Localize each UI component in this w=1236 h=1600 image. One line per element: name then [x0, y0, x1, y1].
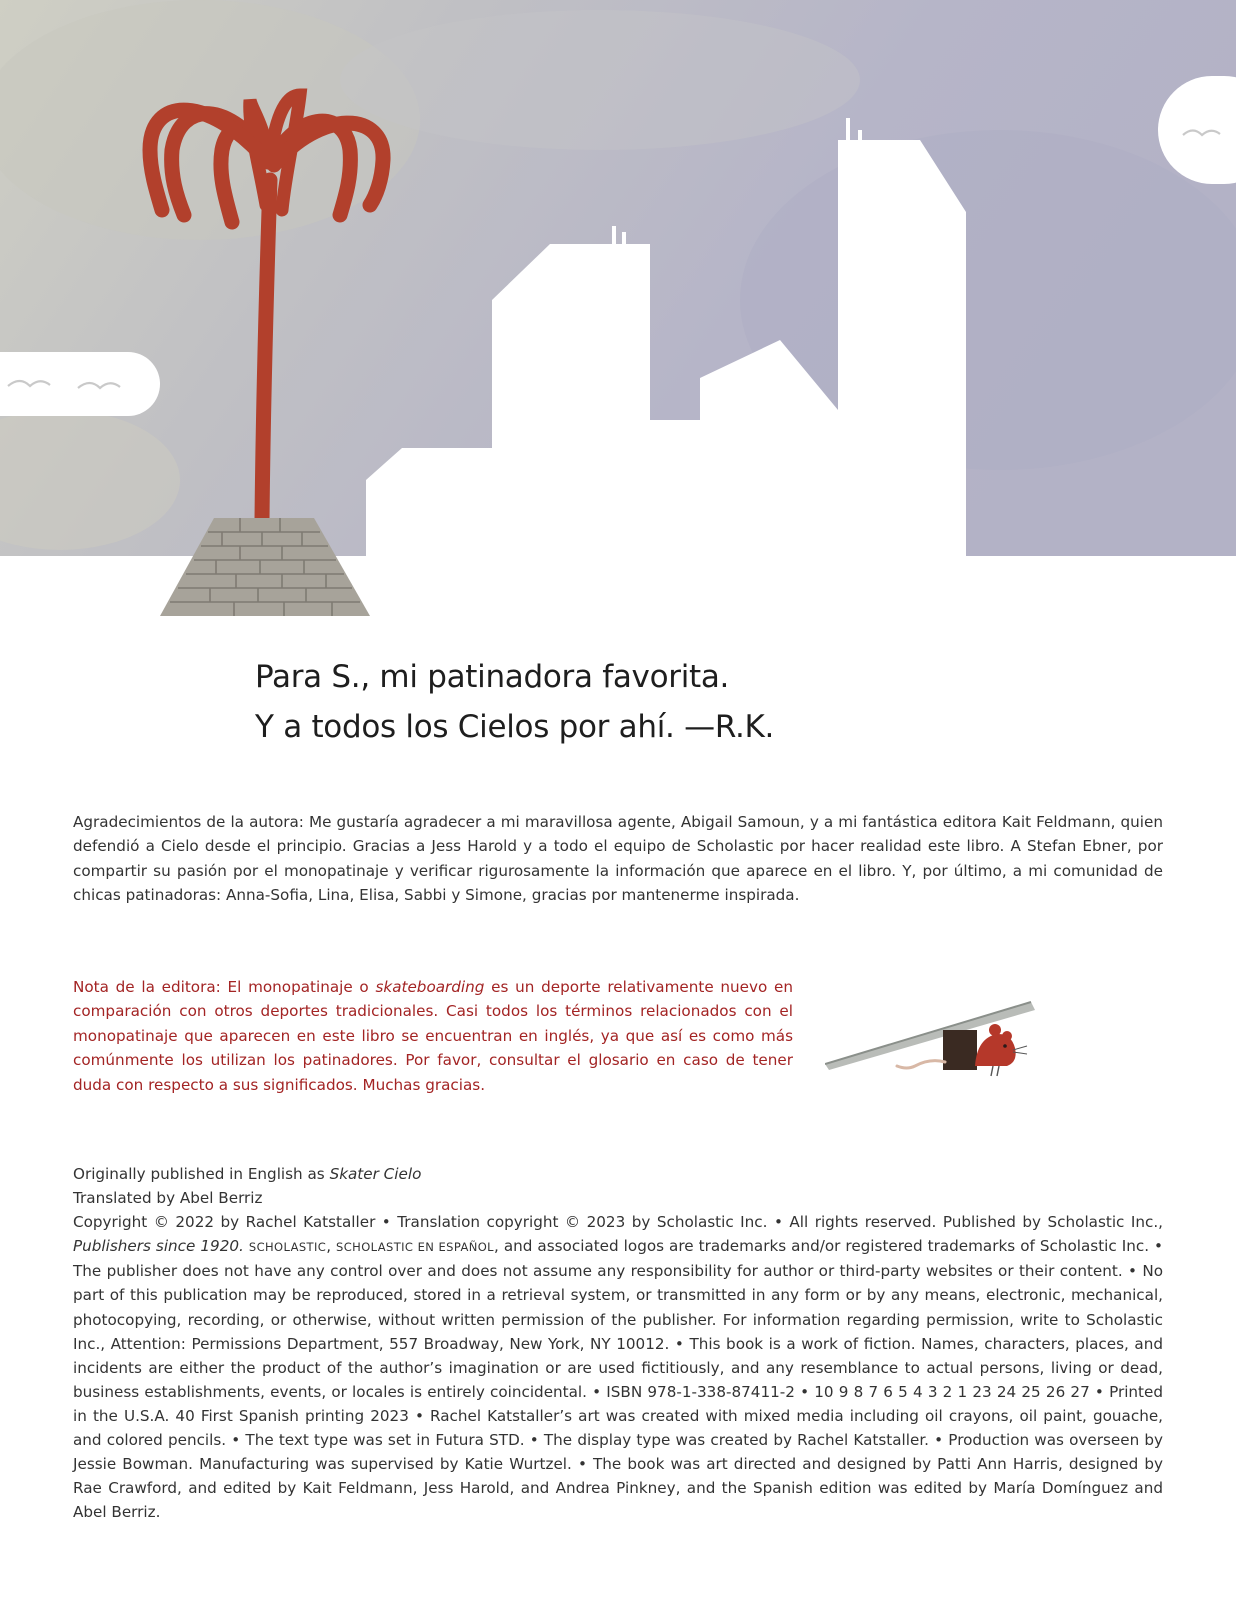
original-publication-prefix: Originally published in English as: [73, 1165, 330, 1183]
editor-note-paragraph: [73, 975, 793, 1097]
editor-note-intro: Nota de la editora: El monopatinaje o: [73, 978, 376, 996]
ramp-mouse-illustration: [825, 990, 1045, 1080]
dedication-line-1: Para S., mi patinadora favorita.: [255, 659, 730, 695]
city-skyline-illustration: [0, 0, 1236, 620]
scholastic-trademark: SCHOLASTIC: [248, 1240, 327, 1255]
editor-note-term: skateboarding: [375, 978, 485, 996]
copyright-block: [73, 1162, 1163, 1524]
mouse-icon: [975, 1024, 1027, 1076]
editor-note-body: es un deporte relativamente nuevo en comparación con otros deportes tradicionales. Casi todos los términos relacionados con el monopatinaje que aparecen en este libro se encuentran en inglés, ya que así es como más comúnmente los utilizan los patinadores. Por favor, consultar el glosario en caso de tener duda con respecto a sus significados. Muchas gracias.: [73, 978, 794, 1094]
scholastic-en-espanol-trademark: SCHOLASTIC EN ESPAÑOL: [336, 1240, 494, 1255]
legal-notice-part-1: Copyright © 2022 by Rachel Katstaller • Translation copyright © 2023 by Scholastic Inc. • All rights reserved. Published by Scholastic Inc.,: [73, 1213, 1163, 1232]
mouse-tail: [897, 1061, 945, 1068]
legal-notice-part-2: , and associated logos are trademarks and/or registered trademarks of Scholastic Inc. • The publisher does not have any control over and does not assume any responsibility for author or third-party websites or their content. • No part of this publication may be reproduced, stored in a retrieval system, or transmitted in any form or by any means, electronic, mechanical, photocopying, recording, or otherwise, without written permission of the publisher. For information regarding permission, write to Scholastic Inc., Attention: Permissions Department, 557 Broadway, New York, NY 10012. • This book is a work of fiction. Names, characters, places, and incidents are either the product of the author’s imagination or are used fictitiously, and any resemblance to actual persons, living or dead, business establishments, events, or locales is entirely coincidental. • ISBN 978-1-338-87411-2 • 10 9 8 7 6 5 4 3 2 1 23 24 25 26 27 • Printed in the U.S.A. 40 First Spanish printing 2023 • Rachel Katstaller’s art was created with mixed media including oil crayons, oil paint, gouache, and colored pencils. • The text type was set in Futura STD. • The display type was created by Rachel Katstaller. • Production was overseen by Jessie Bowman. Manufacturing was supervised by Katie Wurtzel. • The book was art directed and designed by Patti Ann Harris, designed by Rae Crawford, and edited by Kait Feldmann, Jess Harold, and Andrea Pinkney, and the Spanish edition was edited by María Domínguez and Abel Berriz.: [73, 1237, 1163, 1522]
ramp-support: [943, 1030, 977, 1070]
original-publication-line: [73, 1162, 1163, 1186]
acknowledgments-paragraph: Agradecimientos de la autora: Me gustaría agradecer a mi maravillosa agente, Abigail Samoun, y a mi fantástica editora Kait Feldmann, quien defendió a Cielo desde el principio. Gracias a Jess Harold y a todo el equipo de Scholastic por hacer realidad este libro. A Stefan Ebner, por compartir su pasión por el monopatinaje y verificar rigurosamente la información que aparece en el libro. Y, por último, a mi comunidad de chicas patinadoras: Anna-Sofia, Lina, Elisa, Sabbi y Simone, gracias por mantenerme inspirada.: [73, 813, 1163, 905]
original-title: Skater Cielo: [329, 1165, 422, 1183]
publishers-since: Publishers since 1920.: [73, 1237, 244, 1256]
translator-line: Translated by Abel Berriz: [73, 1189, 263, 1208]
cloud-left: [0, 352, 160, 416]
dedication: [255, 652, 1055, 752]
legal-notice: Copyright © 2022 by Rachel Katstaller • Translation copyright © 2023 by Scholastic Inc. • All rights reserved. Published by Scholastic Inc., Publishers since 1920. SCHOLASTIC, SCHOLASTIC EN ESPAÑOL, and associated logos are trademarks and/or registered trademarks of Scholastic Inc. • The publisher does not have any control over and does not assume any responsibility for author or third-party websites or their content. • No part of this publication may be reproduced, stored in a retrieval system, or transmitted in any form or by any means, electronic, mechanical, photocopying, recording, or otherwise, without written permission of the publisher. For information regarding permission, write to Scholastic Inc., Attention: Permissions Department, 557 Broadway, New York, NY 10012. • This book is a work of fiction. Names, characters, places, and incidents are either the product of the author’s imagination or are used fictitiously, and any resemblance to actual persons, living or dead, business establishments, events, or locales is entirely coincidental. • ISBN 978-1-338-87411-2 • 10 9 8 7 6 5 4 3 2 1 23 24 25 26 27 • Printed in the U.S.A. 40 First Spanish printing 2023 • Rachel Katstaller’s art was created with mixed media including oil crayons, oil paint, gouache, and colored pencils. • The text type was set in Futura STD. • The display type was created by Rachel Katstaller. • Production was overseen by Jessie Bowman. Manufacturing was supervised by Katie Wurtzel. • The book was art directed and designed by Patti Ann Harris, designed by Rae Crawford, and edited by Kait Feldmann, Jess Harold, and Andrea Pinkney, and the Spanish edition was edited by María Domínguez and Abel Berriz.: [73, 1213, 1163, 1522]
dedication-line-2: Y a todos los Cielos por ahí. —R.K.: [255, 709, 775, 745]
